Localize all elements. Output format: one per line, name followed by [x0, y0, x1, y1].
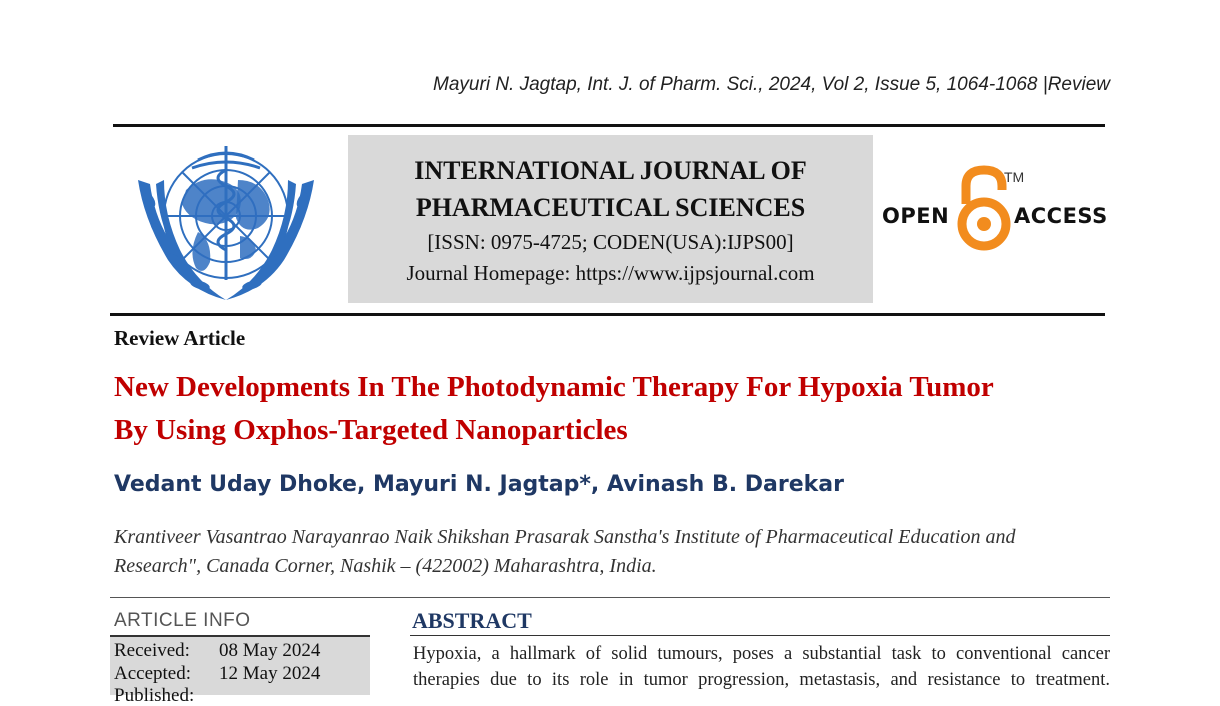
article-title: [114, 366, 1114, 452]
journal-title-line2: PHARMACEUTICAL SCIENCES: [415, 193, 806, 222]
journal-title-line1: INTERNATIONAL JOURNAL OF: [414, 156, 807, 185]
article-type: Review Article: [114, 326, 246, 350]
received-date: 08 May 2024: [219, 640, 321, 661]
affiliation-line1: Krantiveer Vasantrao Narayanrao Naik Shikshan Prasarak Sanstha's Institute of Pharmaceutical Education and: [114, 526, 1016, 548]
open-access-trademark: TM: [1004, 169, 1025, 185]
affiliation-line2: Research", Canada Corner, Nashik – (422002) Maharashtra, India.: [114, 555, 657, 577]
open-access-badge: [880, 166, 1108, 256]
received-row: [114, 640, 320, 662]
journal-emblem-icon: [128, 140, 324, 306]
accepted-date: 12 May 2024: [219, 663, 321, 684]
author-affiliation: [114, 523, 1114, 581]
abstract-line1: Hypoxia, a hallmark of solid tumours, poses a substantial task to conventional cancer: [413, 644, 1110, 664]
article-title-line1: New Developments In The Photodynamic Therapy For Hypoxia Tumor: [114, 371, 994, 403]
accepted-row: [114, 663, 320, 685]
published-row: [114, 683, 214, 706]
abstract-text: [413, 641, 1110, 693]
section-divider: [110, 597, 1110, 598]
header-rule-bottom: [110, 313, 1105, 316]
journal-issn: [ISSN: 0975-4725; CODEN(USA):IJPS00]: [427, 230, 794, 254]
open-access-access-text: ACCESS: [1014, 204, 1108, 228]
received-label: Received:: [114, 640, 190, 661]
journal-title: [348, 152, 873, 226]
journal-masthead: [348, 135, 873, 303]
open-access-open-text: OPEN: [882, 204, 950, 228]
citation-header: Mayuri N. Jagtap, Int. J. of Pharm. Sci., 2024, Vol 2, Issue 5, 1064-1068 |Review: [433, 74, 1110, 95]
article-title-line2: By Using Oxphos-Targeted Nanoparticles: [114, 414, 628, 446]
abstract-heading: ABSTRACT: [412, 608, 532, 633]
accepted-label: Accepted:: [114, 663, 192, 684]
published-label: Published:: [114, 685, 195, 706]
header-rule-top: [113, 124, 1105, 127]
author-list: Vedant Uday Dhoke, Mayuri N. Jagtap*, Avinash B. Darekar: [114, 472, 844, 497]
abstract-rule: [410, 635, 1110, 636]
article-info-heading: ARTICLE INFO: [114, 610, 251, 631]
journal-homepage: Journal Homepage: https://www.ijpsjournal.com: [406, 261, 815, 285]
abstract-line2: therapies due to its role in tumor progression, metastasis, and resistance to treatment.: [413, 670, 1110, 690]
